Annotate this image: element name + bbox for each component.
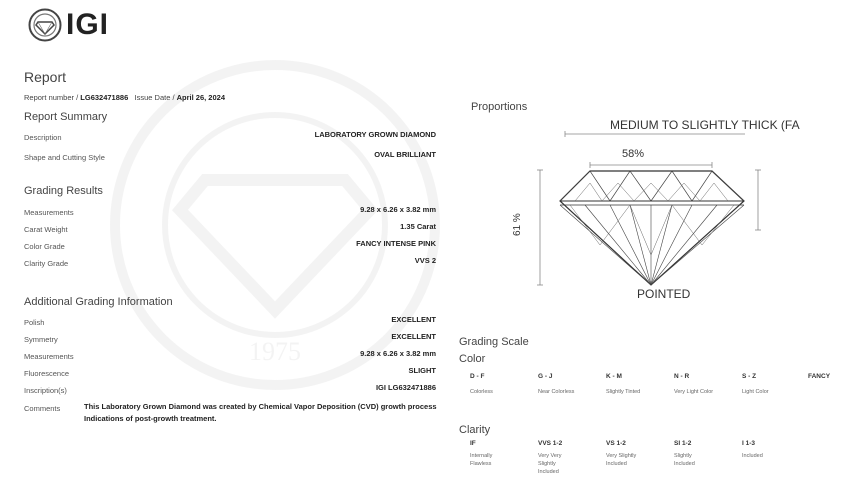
logo-text: IGI — [66, 8, 110, 41]
report-number-label: Report number / — [24, 93, 81, 102]
watermark-year: 1975 — [249, 337, 301, 366]
clarity-scale-grade: VS 1-2 — [606, 440, 626, 447]
additional-value: SLIGHT — [408, 366, 436, 375]
report-title: Report — [24, 69, 67, 85]
additional-value: EXCELLENT — [391, 315, 436, 324]
clarity-scale-desc: Very Very Slightly Included — [538, 453, 562, 475]
grading-value: 9.28 x 6.26 x 3.82 mm — [360, 205, 436, 214]
grading-heading: Grading Results — [24, 185, 103, 197]
additional-label: Fluorescence — [24, 369, 70, 378]
culet-size: POINTED — [637, 287, 691, 301]
color-scale-desc: Near Colorless — [538, 389, 575, 395]
comments-label: Comments — [24, 404, 61, 413]
clarity-scale-grade: VVS 1-2 — [538, 440, 563, 447]
color-scale-desc: Very Light Color — [674, 389, 714, 395]
color-scale-desc: Light Color — [742, 389, 769, 395]
summary-label: Shape and Cutting Style — [24, 153, 105, 162]
table-percentage: 58% — [622, 148, 645, 160]
summary-heading: Report Summary — [24, 111, 108, 123]
depth-percentage: 61 % — [512, 213, 523, 236]
grading-label: Measurements — [24, 208, 74, 217]
issue-date: April 26, 2024 — [176, 93, 225, 102]
clarity-scale-desc: Included — [742, 453, 763, 459]
grading-value: FANCY INTENSE PINK — [356, 239, 436, 248]
additional-label: Inscription(s) — [24, 386, 67, 395]
additional-value: IGI LG632471886 — [375, 383, 436, 392]
color-scale-heading: Color — [459, 353, 486, 365]
color-scale-desc: Slightly Tinted — [606, 389, 641, 395]
grading-label: Color Grade — [24, 242, 65, 251]
report-number: LG632471886 — [80, 93, 129, 102]
color-scale-grade: N - R — [674, 373, 690, 380]
additional-value: EXCELLENT — [391, 332, 436, 341]
summary-label: Description — [24, 133, 62, 142]
additional-label: Symmetry — [24, 335, 58, 344]
report-meta — [24, 93, 225, 102]
igi-seal-icon — [28, 8, 62, 42]
color-scale-grade: K - M — [606, 373, 622, 380]
summary-value: OVAL BRILLIANT — [374, 150, 436, 159]
additional-label: Measurements — [24, 352, 74, 361]
summary-value: LABORATORY GROWN DIAMOND — [314, 130, 436, 139]
grading-value: VVS 2 — [414, 256, 436, 265]
color-scale-grade: D - F — [470, 373, 485, 380]
issue-date-label: Issue Date / — [134, 93, 177, 102]
clarity-scale-desc: Slightly Included — [674, 453, 695, 467]
proportions-heading: Proportions — [471, 101, 528, 113]
clarity-scale-grade: I 1-3 — [742, 440, 756, 447]
grading-label: Carat Weight — [24, 225, 68, 234]
color-scale-grade: S - Z — [742, 373, 757, 380]
grading-label: Clarity Grade — [24, 259, 69, 268]
color-scale-grade: FANCY — [808, 373, 831, 380]
additional-label: Polish — [24, 318, 45, 327]
clarity-scale-desc: Internally Flawless — [470, 453, 493, 467]
clarity-scale-grade: SI 1-2 — [674, 440, 692, 447]
grading-value: 1.35 Carat — [400, 222, 436, 231]
clarity-scale-grade: IF — [470, 440, 476, 447]
color-scale-desc: Colorless — [470, 389, 493, 395]
girdle-thickness: MEDIUM TO SLIGHTLY THICK (FA — [610, 118, 800, 132]
clarity-scale-heading: Clarity — [459, 424, 491, 436]
igi-logo — [28, 8, 109, 42]
grading-scale-heading: Grading Scale — [459, 336, 529, 348]
diamond-proportions-diagram — [530, 125, 770, 295]
comments-text: This Laboratory Grown Diamond was created by Chemical Vapor Deposition (CVD) growth process Indications of post-growth treatment. — [84, 402, 437, 423]
additional-value: 9.28 x 6.26 x 3.82 mm — [360, 349, 436, 358]
clarity-scale-desc: Very Slightly Included — [606, 453, 637, 467]
color-scale-grade: G - J — [538, 373, 553, 380]
additional-heading: Additional Grading Information — [24, 296, 173, 308]
